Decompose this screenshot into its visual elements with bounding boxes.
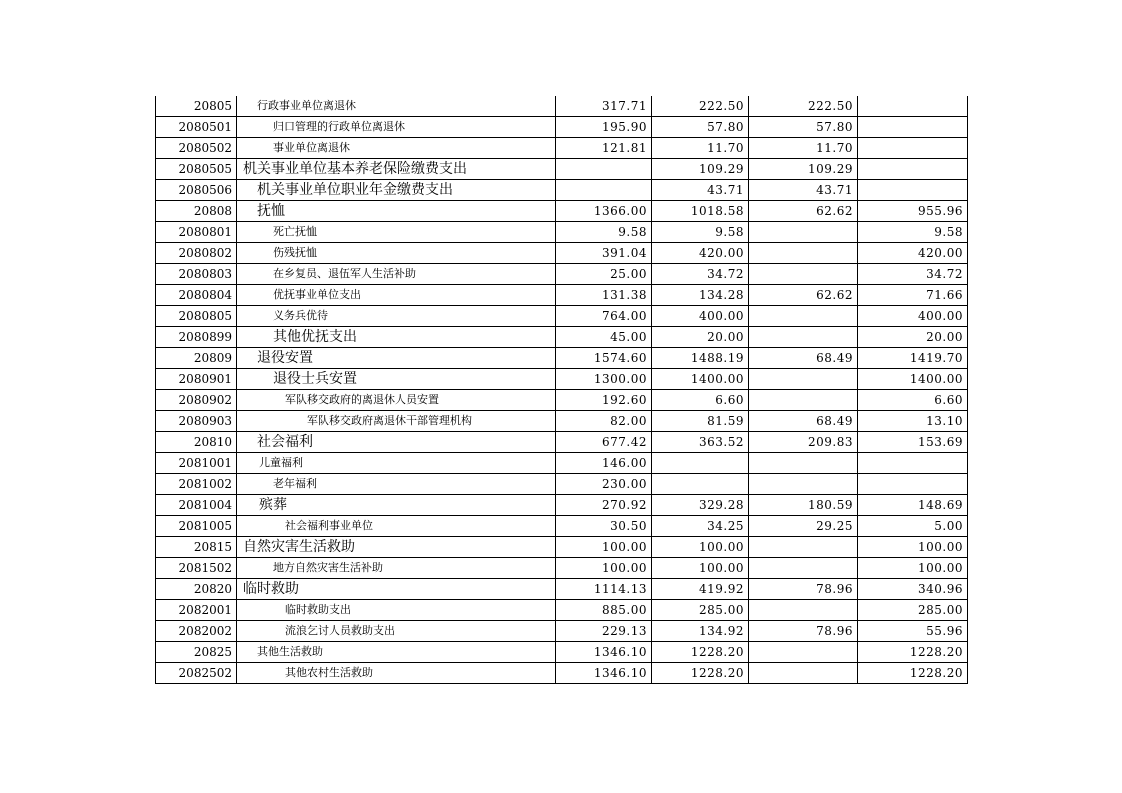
amount-col-1: 885.00 (556, 600, 652, 621)
amount-col-2: 43.71 (652, 180, 749, 201)
table-row (156, 306, 968, 327)
amount-col-3: 78.96 (749, 621, 858, 642)
subject-name: 其他生活救助 (237, 642, 556, 663)
amount-col-4: 34.72 (858, 264, 968, 285)
subject-code: 2080805 (156, 306, 237, 327)
table-row (156, 558, 968, 579)
amount-col-2: 109.29 (652, 159, 749, 180)
amount-col-2: 6.60 (652, 390, 749, 411)
amount-col-1: 1346.10 (556, 663, 652, 684)
amount-col-4: 400.00 (858, 306, 968, 327)
table-row (156, 96, 968, 117)
subject-code: 2081005 (156, 516, 237, 537)
amount-col-1: 1346.10 (556, 642, 652, 663)
subject-code: 2080899 (156, 327, 237, 348)
amount-col-4 (858, 159, 968, 180)
amount-col-2: 34.25 (652, 516, 749, 537)
table-row (156, 138, 968, 159)
amount-col-1: 317.71 (556, 96, 652, 117)
amount-col-3 (749, 474, 858, 495)
amount-col-1: 146.00 (556, 453, 652, 474)
amount-col-2: 134.92 (652, 621, 749, 642)
amount-col-2: 9.58 (652, 222, 749, 243)
amount-col-4: 955.96 (858, 201, 968, 222)
amount-col-1: 195.90 (556, 117, 652, 138)
table-row (156, 348, 968, 369)
subject-name: 自然灾害生活救助 (237, 537, 556, 558)
amount-col-1: 1366.00 (556, 201, 652, 222)
table-row (156, 453, 968, 474)
amount-col-1: 229.13 (556, 621, 652, 642)
table-row (156, 621, 968, 642)
amount-col-4: 285.00 (858, 600, 968, 621)
amount-col-3 (749, 222, 858, 243)
subject-code: 2080804 (156, 285, 237, 306)
subject-name: 事业单位离退休 (237, 138, 556, 159)
amount-col-3: 43.71 (749, 180, 858, 201)
amount-col-2: 20.00 (652, 327, 749, 348)
amount-col-1: 100.00 (556, 537, 652, 558)
amount-col-4: 420.00 (858, 243, 968, 264)
amount-col-2: 134.28 (652, 285, 749, 306)
subject-name: 义务兵优待 (237, 306, 556, 327)
subject-code: 20820 (156, 579, 237, 600)
amount-col-1: 270.92 (556, 495, 652, 516)
subject-code: 20815 (156, 537, 237, 558)
amount-col-3 (749, 600, 858, 621)
amount-col-1: 677.42 (556, 432, 652, 453)
amount-col-3: 78.96 (749, 579, 858, 600)
subject-name: 社会福利事业单位 (237, 516, 556, 537)
subject-code: 2082502 (156, 663, 237, 684)
amount-col-1: 9.58 (556, 222, 652, 243)
amount-col-2: 81.59 (652, 411, 749, 432)
subject-code: 2081001 (156, 453, 237, 474)
table-row (156, 516, 968, 537)
amount-col-3: 109.29 (749, 159, 858, 180)
table-row (156, 600, 968, 621)
table-row (156, 495, 968, 516)
amount-col-4: 55.96 (858, 621, 968, 642)
amount-col-4 (858, 96, 968, 117)
table-row (156, 432, 968, 453)
amount-col-3 (749, 537, 858, 558)
amount-col-1: 82.00 (556, 411, 652, 432)
table-row (156, 369, 968, 390)
subject-code: 2080501 (156, 117, 237, 138)
subject-code: 20805 (156, 96, 237, 117)
subject-name: 机关事业单位职业年金缴费支出 (237, 180, 556, 201)
amount-col-3 (749, 390, 858, 411)
amount-col-2: 222.50 (652, 96, 749, 117)
amount-col-3: 68.49 (749, 411, 858, 432)
amount-col-1: 1574.60 (556, 348, 652, 369)
subject-code: 2080902 (156, 390, 237, 411)
subject-name: 老年福利 (237, 474, 556, 495)
subject-name: 殡葬 (237, 495, 556, 516)
subject-code: 2082002 (156, 621, 237, 642)
amount-col-3 (749, 327, 858, 348)
subject-name: 军队移交政府离退休干部管理机构 (237, 411, 556, 432)
amount-col-3: 57.80 (749, 117, 858, 138)
subject-code: 2080502 (156, 138, 237, 159)
subject-name: 归口管理的行政单位离退休 (237, 117, 556, 138)
amount-col-3 (749, 264, 858, 285)
subject-code: 20810 (156, 432, 237, 453)
table-row (156, 642, 968, 663)
amount-col-4: 71.66 (858, 285, 968, 306)
amount-col-2: 100.00 (652, 537, 749, 558)
subject-name: 临时救助 (237, 579, 556, 600)
amount-col-4: 20.00 (858, 327, 968, 348)
amount-col-2: 100.00 (652, 558, 749, 579)
subject-code: 2080506 (156, 180, 237, 201)
amount-col-1: 121.81 (556, 138, 652, 159)
amount-col-4 (858, 474, 968, 495)
amount-col-3 (749, 642, 858, 663)
amount-col-3: 11.70 (749, 138, 858, 159)
subject-name: 流浪乞讨人员救助支出 (237, 621, 556, 642)
table-row (156, 327, 968, 348)
amount-col-1: 25.00 (556, 264, 652, 285)
subject-code: 2080901 (156, 369, 237, 390)
subject-code: 20809 (156, 348, 237, 369)
amount-col-4: 148.69 (858, 495, 968, 516)
table-row (156, 537, 968, 558)
table-row (156, 117, 968, 138)
amount-col-4: 153.69 (858, 432, 968, 453)
amount-col-1: 100.00 (556, 558, 652, 579)
subject-name: 地方自然灾害生活补助 (237, 558, 556, 579)
amount-col-1: 1300.00 (556, 369, 652, 390)
amount-col-4: 340.96 (858, 579, 968, 600)
amount-col-4: 1419.70 (858, 348, 968, 369)
subject-name: 其他优抚支出 (237, 327, 556, 348)
amount-col-1: 45.00 (556, 327, 652, 348)
table-row (156, 663, 968, 684)
subject-name: 社会福利 (237, 432, 556, 453)
table-row (156, 579, 968, 600)
amount-col-3: 68.49 (749, 348, 858, 369)
amount-col-2: 419.92 (652, 579, 749, 600)
amount-col-2: 1228.20 (652, 663, 749, 684)
amount-col-4: 1228.20 (858, 642, 968, 663)
amount-col-1: 30.50 (556, 516, 652, 537)
subject-code: 2081004 (156, 495, 237, 516)
amount-col-4: 100.00 (858, 558, 968, 579)
amount-col-2: 11.70 (652, 138, 749, 159)
amount-col-2: 1018.58 (652, 201, 749, 222)
amount-col-4: 5.00 (858, 516, 968, 537)
amount-col-3 (749, 453, 858, 474)
amount-col-3: 29.25 (749, 516, 858, 537)
table-row (156, 474, 968, 495)
amount-col-4: 6.60 (858, 390, 968, 411)
table-row (156, 222, 968, 243)
table-row (156, 411, 968, 432)
amount-col-4: 13.10 (858, 411, 968, 432)
amount-col-3: 62.62 (749, 285, 858, 306)
subject-name: 机关事业单位基本养老保险缴费支出 (237, 159, 556, 180)
amount-col-2: 400.00 (652, 306, 749, 327)
budget-table (155, 96, 968, 684)
amount-col-4 (858, 180, 968, 201)
subject-code: 2080803 (156, 264, 237, 285)
table-row (156, 201, 968, 222)
amount-col-3 (749, 663, 858, 684)
amount-col-3 (749, 306, 858, 327)
subject-name: 在乡复员、退伍军人生活补助 (237, 264, 556, 285)
table-row (156, 243, 968, 264)
subject-code: 2080802 (156, 243, 237, 264)
amount-col-1: 391.04 (556, 243, 652, 264)
amount-col-3: 209.83 (749, 432, 858, 453)
subject-name: 其他农村生活救助 (237, 663, 556, 684)
subject-name: 抚恤 (237, 201, 556, 222)
amount-col-3: 62.62 (749, 201, 858, 222)
table-row (156, 159, 968, 180)
amount-col-1: 230.00 (556, 474, 652, 495)
amount-col-1: 764.00 (556, 306, 652, 327)
table-row (156, 264, 968, 285)
amount-col-1: 131.38 (556, 285, 652, 306)
amount-col-3: 180.59 (749, 495, 858, 516)
amount-col-3: 222.50 (749, 96, 858, 117)
amount-col-4: 1400.00 (858, 369, 968, 390)
subject-code: 2082001 (156, 600, 237, 621)
subject-name: 儿童福利 (237, 453, 556, 474)
table-row (156, 390, 968, 411)
subject-name: 退役士兵安置 (237, 369, 556, 390)
subject-name: 退役安置 (237, 348, 556, 369)
amount-col-2: 363.52 (652, 432, 749, 453)
amount-col-4 (858, 453, 968, 474)
subject-name: 临时救助支出 (237, 600, 556, 621)
subject-code: 2080903 (156, 411, 237, 432)
amount-col-1: 1114.13 (556, 579, 652, 600)
amount-col-2: 1228.20 (652, 642, 749, 663)
subject-code: 20808 (156, 201, 237, 222)
subject-code: 2080505 (156, 159, 237, 180)
table-row (156, 285, 968, 306)
subject-code: 20825 (156, 642, 237, 663)
amount-col-1 (556, 180, 652, 201)
amount-col-3 (749, 369, 858, 390)
amount-col-2: 285.00 (652, 600, 749, 621)
amount-col-1 (556, 159, 652, 180)
amount-col-2: 57.80 (652, 117, 749, 138)
amount-col-2: 1400.00 (652, 369, 749, 390)
amount-col-4 (858, 117, 968, 138)
amount-col-3 (749, 558, 858, 579)
subject-name: 优抚事业单位支出 (237, 285, 556, 306)
amount-col-2: 34.72 (652, 264, 749, 285)
amount-col-4: 1228.20 (858, 663, 968, 684)
budget-table-body (156, 96, 968, 684)
subject-name: 军队移交政府的离退休人员安置 (237, 390, 556, 411)
subject-name: 死亡抚恤 (237, 222, 556, 243)
table-row (156, 180, 968, 201)
amount-col-2 (652, 474, 749, 495)
amount-col-1: 192.60 (556, 390, 652, 411)
amount-col-2: 329.28 (652, 495, 749, 516)
amount-col-4 (858, 138, 968, 159)
amount-col-4: 100.00 (858, 537, 968, 558)
amount-col-2 (652, 453, 749, 474)
subject-name: 行政事业单位离退休 (237, 96, 556, 117)
amount-col-2: 1488.19 (652, 348, 749, 369)
amount-col-2: 420.00 (652, 243, 749, 264)
amount-col-3 (749, 243, 858, 264)
subject-name: 伤残抚恤 (237, 243, 556, 264)
subject-code: 2080801 (156, 222, 237, 243)
subject-code: 2081002 (156, 474, 237, 495)
subject-code: 2081502 (156, 558, 237, 579)
amount-col-4: 9.58 (858, 222, 968, 243)
